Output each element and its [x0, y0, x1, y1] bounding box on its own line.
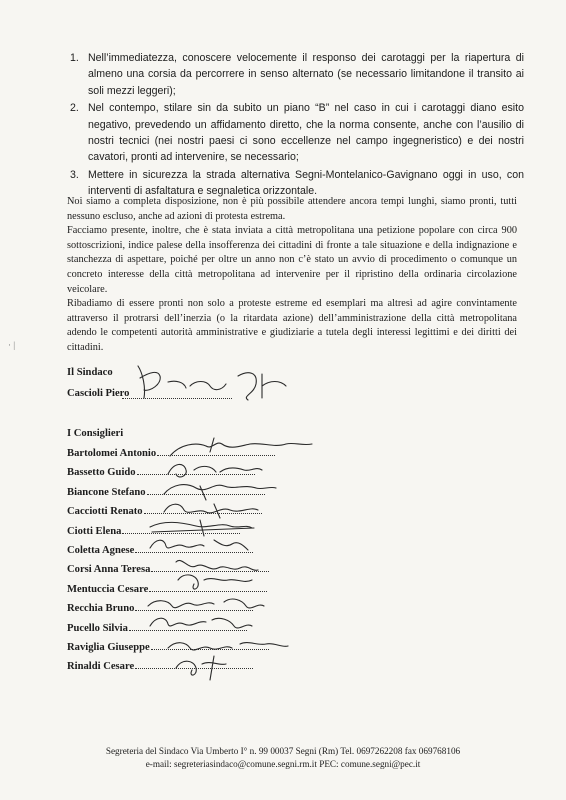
signature-line	[151, 649, 269, 650]
paragraph: Ribadiamo di essere pronti non solo a proteste estreme ed esemplari ma altresì ad agire convintamente attraverso il protrarsi dell’inerzia (o la ritardata azione) dell’amministrazione della città metropolitana adendo le competenti autorità amministrative e giudiziarie a tutela degli interessi legittimi e dei diritti dei cittadini.	[67, 298, 517, 353]
signature-line	[144, 513, 262, 514]
councillor-name: Mentuccia Cesare	[67, 583, 149, 595]
mayor-signature-line	[122, 398, 232, 399]
signature-line	[135, 610, 253, 611]
signature-line	[151, 571, 269, 572]
list-item	[62, 50, 524, 99]
request-list	[62, 50, 524, 201]
paragraph: Facciamo presente, inoltre, che è stata inviata a città metropolitana una petizione popolare con circa 900 sottoscrizioni, indice palese della insofferenza dei cittadini di fronte a tale situazione e della indignazione e stanchezza di aspettare, poiché per oltre un anno non c’è stato un avvio di procedimento o comunque un concreto interesse della città metropolitana ad intervenire per il ripristino della ordinaria circolazione veicolare.	[67, 225, 517, 295]
councillor-row	[67, 583, 275, 602]
councillor-name: Cacciotti Renato	[67, 506, 143, 518]
list-text: Nell’immediatezza, conoscere velocemente il responso dei carotaggi per la riapertura di almeno una corsia da percorrere in senso alternato (se necessario limitandone il transito ai soli mezzi leggeri);	[88, 52, 524, 97]
councillor-row	[67, 525, 275, 544]
councillor-name: Coletta Agnese	[67, 544, 135, 556]
councillor-name: Pucello Silvia	[67, 622, 128, 634]
signature-line	[149, 591, 267, 592]
councillor-name: Bartolomei Antonio	[67, 448, 157, 459]
mayor-signature	[138, 366, 286, 400]
councillor-name: Recchia Bruno	[67, 603, 135, 615]
list-number: 3.	[70, 168, 79, 181]
margin-mark: · |	[8, 340, 16, 350]
councillor-name: Ciotti Elena	[67, 525, 122, 537]
councillors-label: I Consiglieri	[67, 428, 124, 439]
councillors-list	[67, 447, 275, 680]
body-text	[67, 195, 517, 356]
mayor-name: Cascioli Piero	[67, 388, 130, 399]
footer-contacts: e-mail: segreteriasindaco@comune.segni.rm.it PEC: comune.segni@pec.it	[145, 758, 421, 769]
councillor-row	[67, 486, 275, 505]
signature-line	[135, 552, 253, 553]
councillor-row	[67, 622, 275, 641]
list-number: 1.	[70, 52, 79, 64]
councillor-row	[67, 447, 275, 466]
list-text: Mettere in sicurezza la strada alternativa Segni-Montelanico-Gavignano oggi in uso, con interventi di asfaltatura e segnaletica orizzontale.	[88, 168, 524, 198]
councillor-row	[67, 563, 275, 582]
councillor-name: Rinaldi Cesare	[67, 661, 135, 673]
signature-line	[137, 474, 255, 475]
councillor-row	[67, 602, 275, 621]
list-item	[62, 100, 524, 166]
signature-line	[147, 494, 265, 495]
footer-address: Segreteria del Sindaco Via Umberto I° n. 99 00037 Segni (Rm) Tel. 0697262208 fax 069768106	[105, 746, 461, 756]
councillor-row	[67, 544, 275, 563]
councillor-row	[67, 660, 275, 679]
list-number: 2.	[70, 102, 79, 115]
councillor-row	[67, 641, 275, 660]
list-text: Nel contempo, stilare sin da subito un piano “B” nel caso in cui i carotaggi diano esito negativo, prevedendo un affidamento diretto, che la norma consente, anche con l’ausilio di nostri tecnici (nei nostri paesi ci sono eccellenze nel campo ingegneristico) e dei nostri cavatori, pronti ad intervenire, se necessario;	[88, 102, 524, 164]
footer	[0, 745, 566, 770]
mayor-label: Il Sindaco	[67, 367, 113, 378]
councillor-row	[67, 505, 275, 524]
paragraph: Noi siamo a completa disposizione, non è più possibile attendere ancora tempi lunghi, siamo pronti, tutti nessuno escluso, anche ad azioni di protesta estrema.	[67, 196, 517, 222]
signature-line	[135, 668, 253, 669]
councillor-name: Biancone Stefano	[67, 486, 146, 498]
councillor-name: Bassetto Guido	[67, 467, 136, 479]
councillor-name: Corsi Anna Teresa	[67, 564, 151, 576]
signature-line	[122, 533, 240, 534]
councillor-row	[67, 466, 275, 485]
signature-line	[157, 455, 275, 456]
signature-line	[129, 630, 247, 631]
councillor-name: Raviglia Giuseppe	[67, 641, 150, 653]
